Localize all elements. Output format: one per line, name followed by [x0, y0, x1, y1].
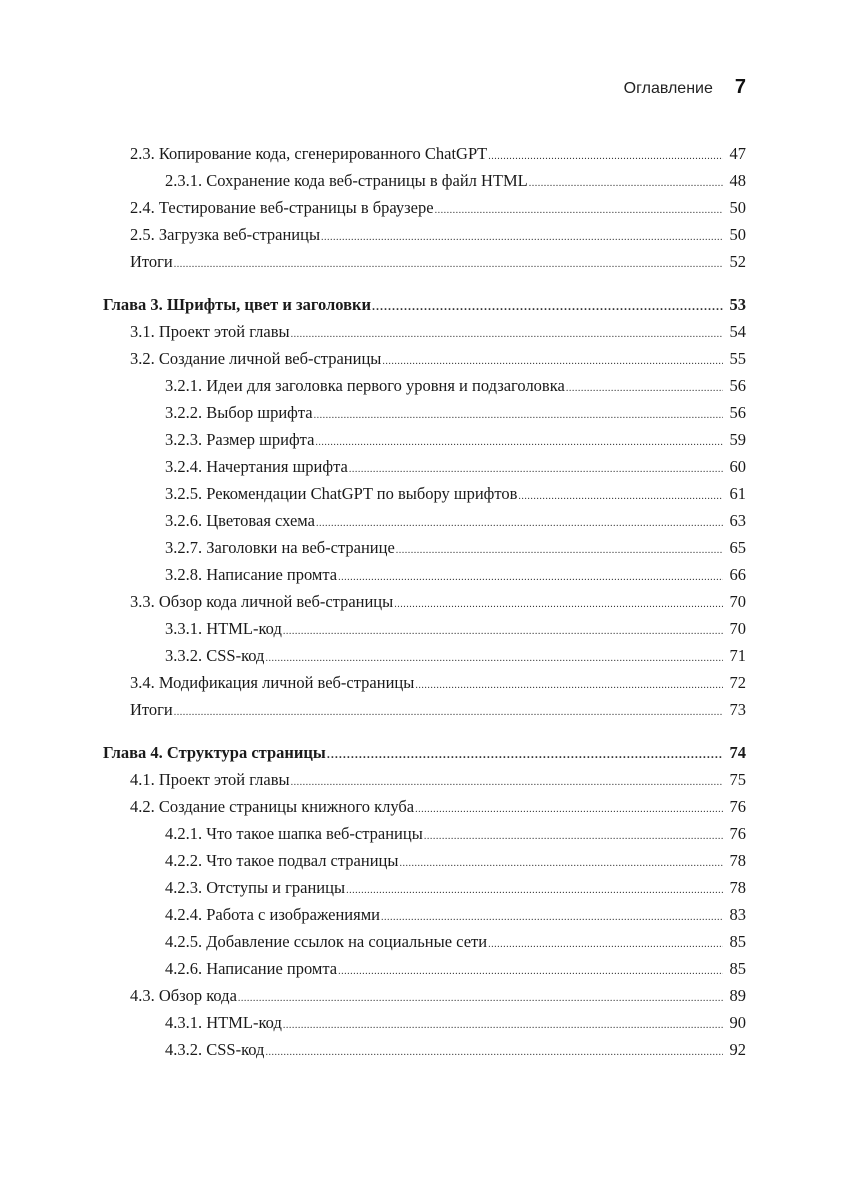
toc-entry-page: 66: [729, 565, 746, 584]
toc-entry-title: 4.2.4. Работа с изображениями: [165, 905, 380, 924]
toc-entry-title: 3.2.8. Написание промта: [165, 565, 338, 584]
toc-entry-4-3-1[interactable]: [103, 1009, 746, 1036]
toc-entry-4-2-6[interactable]: [103, 955, 746, 982]
toc-entry-page: 52: [729, 252, 746, 271]
toc-entry-title: 4.2.3. Отступы и границы: [165, 878, 346, 897]
toc-entry-2-3[interactable]: [103, 140, 746, 167]
toc-entry-title: 2.4. Тестирование веб-страницы в браузере: [130, 198, 434, 217]
dot-leader: [435, 197, 723, 224]
dot-leader: [321, 224, 723, 251]
toc-entry-title: 4.2.1. Что такое шапка веб-страницы: [165, 824, 423, 843]
toc-entry-page: 47: [729, 144, 746, 163]
dot-leader: [415, 796, 723, 823]
toc-entry-page: 89: [729, 986, 746, 1005]
dot-leader: [518, 483, 723, 510]
dot-leader: [316, 510, 723, 537]
toc-entry-title: 3.3.2. CSS-код: [165, 646, 265, 665]
dot-leader: [382, 348, 723, 375]
dot-leader: [314, 402, 723, 429]
toc-entry-title: 4.3.1. HTML-код: [165, 1013, 282, 1032]
toc-entry-title: 4.3.2. CSS-код: [165, 1040, 265, 1059]
dot-leader: [394, 591, 723, 618]
toc-entry-3-2-8[interactable]: [103, 561, 746, 588]
toc-entry-3-3[interactable]: [103, 588, 746, 615]
toc-entry-3-4[interactable]: [103, 669, 746, 696]
toc-entry-title: 3.3.1. HTML-код: [165, 619, 282, 638]
dot-leader: [338, 564, 723, 591]
dot-leader: [265, 1039, 723, 1066]
toc-chapter-3[interactable]: [103, 291, 746, 318]
table-of-contents: [103, 140, 746, 1063]
dot-leader: [381, 904, 723, 931]
toc-entry-page: 63: [729, 511, 746, 530]
toc-entry-4-3-2[interactable]: [103, 1036, 746, 1063]
toc-entry-3-2-3[interactable]: [103, 426, 746, 453]
toc-entry-page: 73: [729, 700, 746, 719]
toc-entry-3-2-6[interactable]: [103, 507, 746, 534]
toc-entry-3-3-2[interactable]: [103, 642, 746, 669]
toc-entry-3-2-4[interactable]: [103, 453, 746, 480]
dot-leader: [283, 618, 723, 645]
toc-entry-page: 55: [729, 349, 746, 368]
toc-entry-title: 4.2.5. Добавление ссылок на социальные сети: [165, 932, 488, 951]
toc-entry-page: 59: [729, 430, 746, 449]
toc-entry-title: 4.2.2. Что такое подвал страницы: [165, 851, 399, 870]
toc-entry-3-2-5[interactable]: [103, 480, 746, 507]
toc-entry-title: 2.5. Загрузка веб-страницы: [130, 225, 321, 244]
toc-entry-page: 83: [729, 905, 746, 924]
toc-entry-page: 48: [729, 171, 746, 190]
toc-entry-page: 72: [729, 673, 746, 692]
dot-leader: [327, 741, 723, 768]
toc-entry-title: 3.2.4. Начертания шрифта: [165, 457, 348, 476]
dot-leader: [372, 293, 723, 320]
toc-entry-2-3-1[interactable]: [103, 167, 746, 194]
toc-entry-4-2-5[interactable]: [103, 928, 746, 955]
toc-entry-2-5[interactable]: [103, 221, 746, 248]
dot-leader: [424, 823, 723, 850]
page-number: 7: [734, 76, 746, 98]
toc-entry-page: 60: [729, 457, 746, 476]
toc-entry-2-4[interactable]: [103, 194, 746, 221]
toc-entry-title: 3.2.7. Заголовки на веб-странице: [165, 538, 395, 557]
toc-entry-4-3[interactable]: [103, 982, 746, 1009]
toc-entry-title: 4.1. Проект этой главы: [130, 770, 290, 789]
dot-leader: [566, 375, 723, 402]
toc-entry-summary-3[interactable]: [103, 696, 746, 723]
toc-entry-title: 3.3. Обзор кода личной веб-страницы: [130, 592, 394, 611]
toc-entry-title: 4.2. Создание страницы книжного клуба: [130, 797, 415, 816]
dot-leader: [396, 537, 723, 564]
dot-leader: [338, 958, 723, 985]
toc-entry-page: 50: [729, 198, 746, 217]
dot-leader: [291, 321, 723, 348]
toc-entry-title: 3.4. Модификация личной веб-страницы: [130, 673, 415, 692]
running-header: [624, 76, 746, 99]
dot-leader: [283, 1012, 723, 1039]
toc-entry-page: 65: [729, 538, 746, 557]
dot-leader: [238, 985, 723, 1012]
toc-chapter-page: 53: [729, 295, 746, 314]
toc-entry-page: 75: [729, 770, 746, 789]
toc-entry-3-2-2[interactable]: [103, 399, 746, 426]
toc-entry-title: Итоги: [130, 252, 173, 271]
dot-leader: [174, 251, 723, 278]
dot-leader: [529, 170, 723, 197]
toc-entry-title: 3.1. Проект этой главы: [130, 322, 290, 341]
toc-entry-page: 70: [729, 619, 746, 638]
dot-leader: [415, 672, 723, 699]
toc-entry-3-3-1[interactable]: [103, 615, 746, 642]
dot-leader: [315, 429, 723, 456]
toc-entry-page: 85: [729, 932, 746, 951]
toc-entry-4-2-2[interactable]: [103, 847, 746, 874]
toc-chapter-page: 74: [729, 743, 746, 762]
toc-entry-page: 76: [729, 824, 746, 843]
toc-entry-page: 90: [729, 1013, 746, 1032]
toc-entry-page: 54: [729, 322, 746, 341]
toc-entry-page: 78: [729, 878, 746, 897]
toc-entry-page: 71: [729, 646, 746, 665]
toc-entry-title: 3.2.1. Идеи для заголовка первого уровня и подзаголовка: [165, 376, 565, 395]
toc-entry-4-1[interactable]: [103, 766, 746, 793]
dot-leader: [265, 645, 723, 672]
toc-entry-page: 70: [729, 592, 746, 611]
dot-leader: [346, 877, 723, 904]
toc-chapter-title: Глава 4. Структура страницы: [103, 743, 326, 762]
toc-entry-4-2-3[interactable]: [103, 874, 746, 901]
toc-entry-page: 56: [729, 376, 746, 395]
dot-leader: [349, 456, 723, 483]
toc-entry-title: Итоги: [130, 700, 173, 719]
dot-leader: [291, 769, 723, 796]
toc-entry-page: 92: [729, 1040, 746, 1059]
toc-entry-title: 4.2.6. Написание промта: [165, 959, 338, 978]
toc-entry-title: 3.2.2. Выбор шрифта: [165, 403, 313, 422]
dot-leader: [488, 143, 723, 170]
toc-entry-3-2-1[interactable]: [103, 372, 746, 399]
toc-entry-4-2[interactable]: [103, 793, 746, 820]
toc-entry-title: 3.2.6. Цветовая схема: [165, 511, 315, 530]
dot-leader: [174, 699, 723, 726]
toc-entry-title: 2.3. Копирование кода, сгенерированного ChatGPT: [130, 144, 488, 163]
toc-entry-page: 56: [729, 403, 746, 422]
toc-chapter-title: Глава 3. Шрифты, цвет и заголовки: [103, 295, 372, 314]
toc-entry-page: 61: [729, 484, 746, 503]
toc-entry-4-2-4[interactable]: [103, 901, 746, 928]
toc-entry-page: 85: [729, 959, 746, 978]
toc-entry-3-1[interactable]: [103, 318, 746, 345]
dot-leader: [488, 931, 723, 958]
toc-entry-page: 76: [729, 797, 746, 816]
toc-entry-4-2-1[interactable]: [103, 820, 746, 847]
toc-entry-page: 50: [729, 225, 746, 244]
dot-leader: [399, 850, 723, 877]
toc-entry-title: 3.2. Создание личной веб-страницы: [130, 349, 382, 368]
toc-entry-summary-2[interactable]: [103, 248, 746, 275]
running-header-title: Оглавление: [623, 80, 713, 97]
toc-entry-title: 3.2.3. Размер шрифта: [165, 430, 315, 449]
toc-entry-3-2[interactable]: [103, 345, 746, 372]
toc-entry-title: 3.2.5. Рекомендации ChatGPT по выбору шрифтов: [165, 484, 518, 503]
toc-entry-3-2-7[interactable]: [103, 534, 746, 561]
toc-entry-title: 4.3. Обзор кода: [130, 986, 237, 1005]
toc-chapter-4[interactable]: [103, 739, 746, 766]
toc-entry-title: 2.3.1. Сохранение кода веб-страницы в файл HTML: [165, 171, 528, 190]
toc-entry-page: 78: [729, 851, 746, 870]
